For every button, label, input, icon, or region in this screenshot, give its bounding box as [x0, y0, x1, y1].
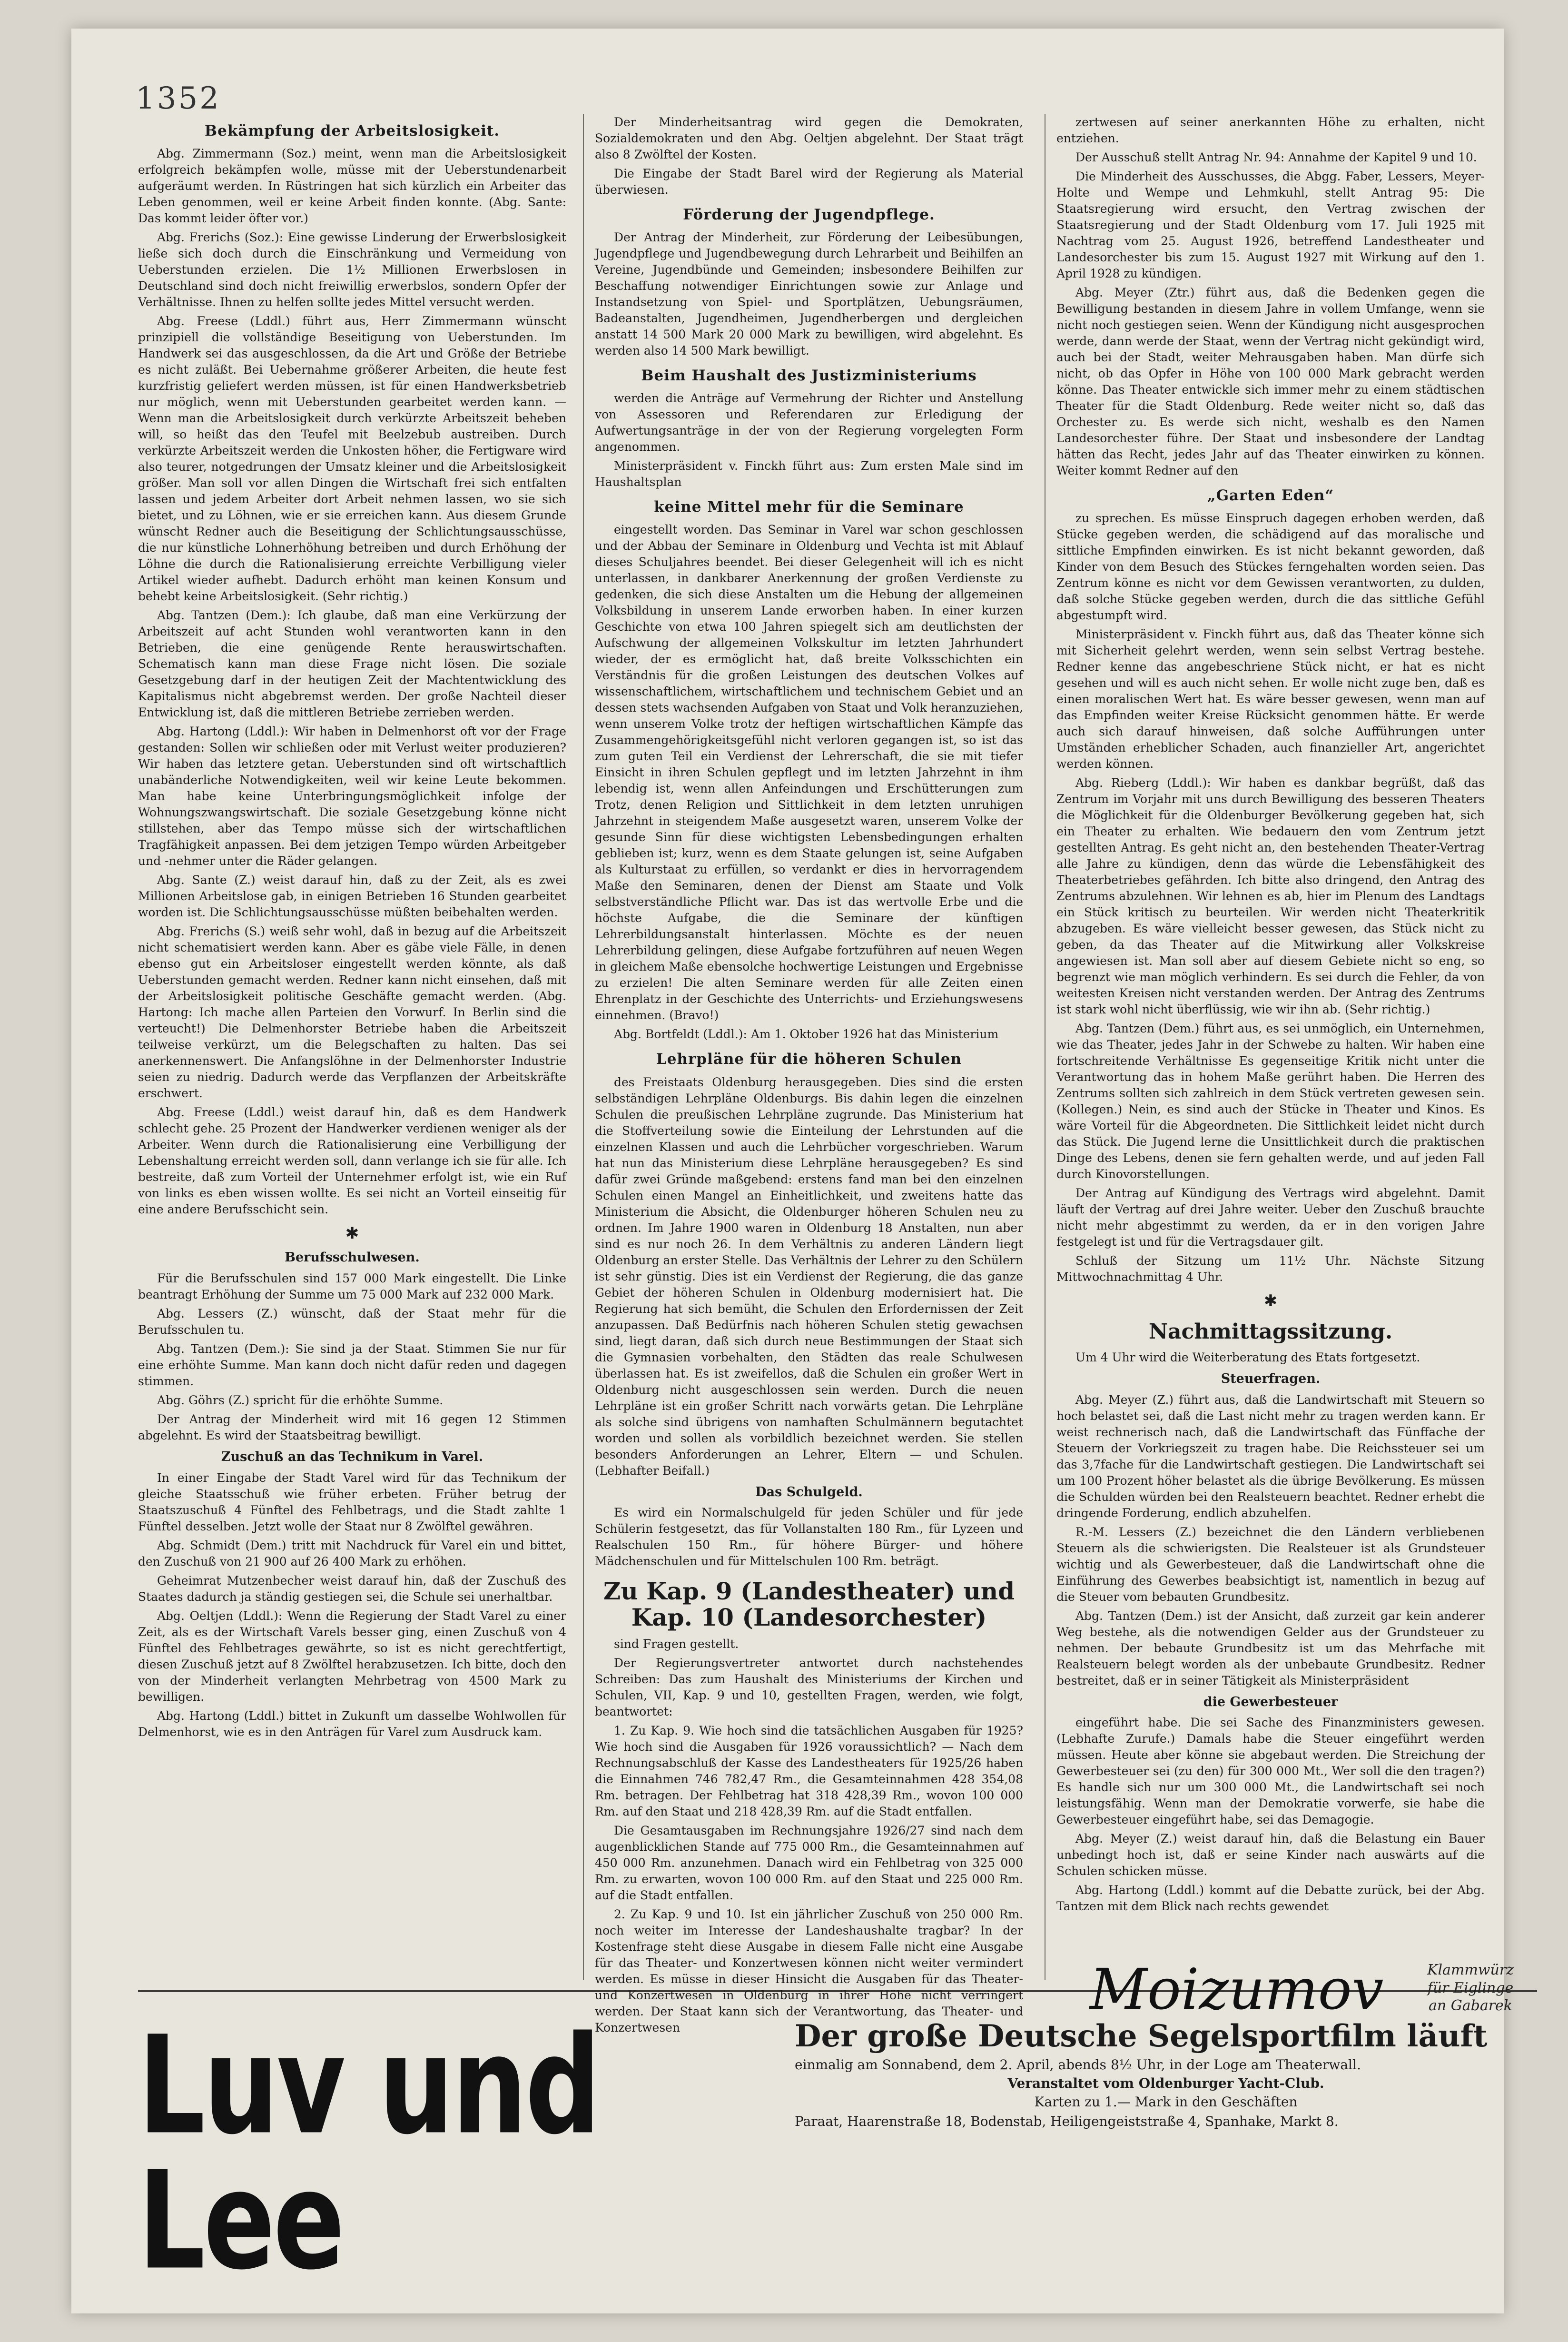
paragraph: Abg. Hartong (Lddl.) kommt auf die Debatte zurück, bei der Abg. Tantzen mit dem Blick nach rechts gewendet — [1056, 1883, 1485, 1914]
column-3 — [1056, 114, 1485, 1917]
paragraph: Der Minderheitsantrag wird gegen die Demokraten, Sozialdemokraten und den Abg. Oeltjen abgelehnt. Der Staat trägt also 8 Zwölftel der Kosten. — [595, 115, 1023, 161]
section-heading: Lehrpläne für die höheren Schulen — [656, 1051, 962, 1068]
large-heading: Nachmittagssitzung. — [1148, 1320, 1393, 1344]
paragraph: werden die Anträge auf Vermehrung der Richter und Anstellung von Assessoren und Referendaren zur Erledigung der Aufwertungsanträge in der von der Regierung vorgelegten Form angenommen. — [595, 391, 1023, 454]
section-heading: Förderung der Jugendpflege. — [683, 206, 935, 223]
paragraph: Abg. Sante (Z.) weist darauf hin, daß zu der Zeit, als es zwei Millionen Arbeitslose gab, in einigen Betrieben 16 Stunden gearbeitet worden ist. Die Schlichtungsausschüsse müßten beibehalten werden. — [138, 873, 566, 920]
paragraph: Abg. Göhrs (Z.) spricht für die erhöhte Summe. — [157, 1393, 444, 1408]
paragraph: Der Regierungsvertreter antwortet durch nachstehendes Schreiben: Das zum Haushalt des Ministeriums der Kirchen und Schulen, VII, Kap. 9 und 10, gestellten Fragen, werden, wie folgt, beantwortet: — [595, 1656, 1023, 1719]
paragraph: Abg. Frerichs (S.) weiß sehr wohl, daß in bezug auf die Arbeitszeit nicht schematisiert werden kann. Aber es gäbe viele Fälle, in denen ebenso gut ein Arbeitsloser eingestellt werden könnte, als daß Ueberstunden gemacht werden. Redner kann nicht einsehen, daß mit der Arbeitslosigkeit politische Geschäfte gemacht werden. (Abg. Hartong: Ich mache allen Parteien den Vorwurf. In Berlin sind die verteucht!) Die Delmenhorster Betriebe haben die Arbeitszeit teilweise verkürzt, um die Belegschaften zu halten. Das sei anerkennenswert. Die Anfangslöhne in der Delmenhorster Industrie seien zu niedrig. Dadurch werde das Verpflanzen der Arbeitskräfte erschwert. — [138, 924, 566, 1101]
paragraph: Abg. Meyer (Ztr.) führt aus, daß die Bedenken gegen die Bewilligung bestanden in diesem Jahre in vollem Umfange, wenn sie nicht noch gestiegen seien. Wenn der Kündigung nicht ausgesprochen werde, dann werde der Staat, wenn der Vertrag nicht gekündigt wird, auch bei der Stadt, weiter Mehrausgaben haben. Man dürfe sich nicht, ob das Opfer in Höhe von 100 000 Mark gebracht werden könne. Das Theater entwickle sich immer mehr zu einem städtischen Theater für die Stadt Oldenburg. Rede weiter nicht so, daß das Orchester zu. Es werde sich nicht, weshalb es den Namen Landesorchester führe. Der Staat und insbesondere der Landtag hätten das Recht, jedes Jahr auf das Theater einwirken zu können. Weiter kommt Redner auf den — [1056, 286, 1485, 477]
paragraph: Abg. Meyer (Z.) führt aus, daß die Landwirtschaft mit Steuern so hoch belastet sei, daß die Last nicht mehr zu tragen werden kann. Er weist rechnerisch nach, daß die Landwirtschaft das Fünffache der Steuern der Vorkriegszeit zu tragen habe. Die Reichssteuer sei um das 3,7fache für die Landwirtschaft gestiegen. Die Landwirtschaft sei um 100 Prozent höher belastet als die übrige Bevölkerung. Es müssen die Schulden würden bei den Realsteuern beachtet. Redner erhebt die dringende Forderung, endlich abzuhelfen. — [1056, 1392, 1485, 1520]
paragraph: Abg. Frerichs (Soz.): Eine gewisse Linderung der Erwerbslosigkeit ließe sich doch durch die Einschränkung und Vermeidung von Ueberstunden erzielen. Die 1½ Millionen Erwerbslosen in Deutschland sind doch nicht freiwillig erwerbslos, sondern Opfer der Verhältnisse. Ihnen zu helfen sollte jedes Mittel versucht werden. — [138, 230, 566, 309]
paragraph: Abg. Rieberg (Lddl.): Wir haben es dankbar begrüßt, daß das Zentrum im Vorjahr mit uns durch Bewilligung des besseren Theaters die Möglichkeit für die Oldenburger Bevölkerung gegeben hat, sich ein Theater zu erhalten. Wie bedauern den vom Zentrum jetzt gestellten Antrag. Es geht nicht an, den bestehenden Theater-Vertrag alle Jahre zu kündigen, denn das würde die Lebensfähigkeit des Theaterbetriebes gefährden. Ich bitte also dringend, den Antrag des Zentrums abzulehnen. Wir lehnen es ab, hier im Plenum des Landtags ein Stück kritisch zu beurteilen. Wir werden nicht Theaterkritik abzugeben. Es wäre vielleicht besser gewesen, das Stück nicht zu geben, da das Theater auf die Mitwirkung aller Volkskreise angewiesen ist. Man soll aber auf diesem Gebiete nicht so eng, so begrenzt wie man möglich verhindern. Es sei durch die Fehler, da von weitesten Kreisen nicht verstanden werden. Der Antrag des Zentrums ist stark wohl nicht überflüssig, wie wir ihn ab. (Sehr richtig.) — [1056, 776, 1485, 1017]
paragraph: Abg. Zimmermann (Soz.) meint, wenn man die Arbeitslosigkeit erfolgreich bekämpfen wolle, müsse mit der Ueberstundenarbeit aufgeräumt werden. In Rüstringen hat sich kürzlich ein Arbeiter das Leben genommen, weil er keine Arbeit finden konnte. (Abg. Sante: Das kommt leider öfter vor.) — [138, 147, 566, 226]
paragraph: Abg. Meyer (Z.) weist darauf hin, daß die Belastung ein Bauer unbedingt hoch ist, daß er seine Kinder nach auswärts auf die Schulen schicken müsse. — [1056, 1832, 1485, 1878]
ad-script-side-text: Klammwürz für Eiglinge an Gabarek — [1427, 1962, 1514, 2014]
paragraph: des Freistaats Oldenburg herausgegeben. Dies sind die ersten selbständigen Lehrpläne Oldenburgs. Bis dahin legen die einzelnen Schulen die preußischen Lehrpläne zugrunde. Das Ministerium hat die Stoffverteilung sowie die Einteilung der Lehrstunden auf die einzelnen Klassen und auch die Lehrbücher vorgeschrieben. Warum hat nun das Ministerium diese Lehrpläne herausgegeben? Es sind dafür zwei Gründe maßgebend: erstens fand man bei den einzelnen Schulen einen Mangel an Einheitlichkeit, und zweitens hatte das Ministerium die Absicht, die Oldenburger höheren Schulen neu zu ordnen. Im Jahre 1900 waren in Oldenburg 18 Anstalten, nun aber sind es nur noch 26. In dem Verhältnis zu anderen Ländern liegt Oldenburg an erster Stelle. Das Verhältnis der Lehrer zu den Schülern ist sehr günstig. Dies ist ein Verdienst der Regierung, die das ganze Gebiet der höheren Schulen in Oldenburg modernisiert hat. Die Regierung hat sich bemüht, die Schulen den Erfordernissen der Zeit anzupassen. Daß Bedürfnis nach höheren Schulen stetig gewachsen sind, liegt daran, daß sich durch neue Bestimmungen der Staat sich die Gymnasien vorbehalten, den Städten das reale Schulwesen überlassen hat. Es ist zweifellos, daß die Schulen ein großer Wert in Oldenburg nicht ausgeschlossen sein werden. Durch die neuen Lehrpläne ist ein großer Schritt nach vorwärts getan. Die Lehrpläne als solche sind übrigens von namhaften Schulmännern begutachtet worden und sollen als vorbildlich bezeichnet werden. Sie stellen besonders Anforderungen an Lehrer, Eltern — und Schulen. (Lebhafter Beifall.) — [595, 1075, 1023, 1478]
paragraph: zu sprechen. Es müsse Einspruch dagegen erhoben werden, daß Stücke gegeben werden, die schädigend auf das moralische und sittliche Empfinden einwirken. Es ist nicht bekannt geworden, daß Kinder von dem Besuch des Stückes ferngehalten worden seien. Das Zentrum könne es nicht vor dem Gewissen verantworten, zu dulden, daß solche Stücke gegeben werden, durch die das sittliche Gefühl abgestumpft wird. — [1056, 511, 1485, 623]
paragraph: Die Gesamtausgaben im Rechnungsjahre 1926/27 sind nach dem augenblicklichen Stande auf 775 000 Rm., die Gesamteinnahmen auf 450 000 Rm. anzunehmen. Danach wird ein Fehlbetrag von 325 000 Rm. zu erwarten, wovon 100 000 Rm. auf den Staat und 225 000 Rm. auf die Stadt entfallen. — [595, 1824, 1023, 1903]
paragraph: Abg. Hartong (Lddl.): Wir haben in Delmenhorst oft vor der Frage gestanden: Sollen wir schließen oder mit Verlust weiter produzieren? Wir haben das letztere getan. Ueberstunden sind oft wirtschaftlich unabänderliche Notwendigkeiten, weil wir keine Leute bekommen. Man habe keine Unterbringungsmöglichkeit infolge der Wohnungszwangswirtschaft. Die soziale Gesetzgebung könne nicht stillstehen, aber das Tempo müsse sich der wirtschaftlichen Tragfähigkeit anpassen. Bei dem jetzigen Tempo würden Arbeitgeber und -nehmer unter die Räder gelangen. — [138, 724, 566, 868]
paragraph: Abg. Lessers (Z.) wünscht, daß der Staat mehr für die Berufsschulen tu. — [138, 1307, 566, 1337]
paragraph: Abg. Oeltjen (Lddl.): Wenn die Regierung der Stadt Varel zu einer Zeit, als es der Wirtschaft Varels besser ging, einen Zuschuß von 4 Fünftel des Fehlbetrages gewährte, so ist es nicht gerechtfertigt, diesen Zuschuß jetzt auf 8 Zwölftel herabzusetzen. Ich bitte, doch den von der Minderheit verlangten Mehrbetrag von 4500 Mark zu bewilligen. — [138, 1608, 566, 1704]
film-date-line: einmalig am Sonnabend, dem 2. April, abends 8½ Uhr, in der Loge am Theaterwall. — [795, 2057, 1361, 2073]
film-advertisement — [138, 2007, 1537, 2300]
page-number: 1352 — [136, 81, 221, 116]
section-heading: keine Mittel mehr für die Seminare — [654, 498, 964, 516]
section-divider-star: ✱ — [1263, 1291, 1278, 1311]
paragraph: Geheimrat Mutzenbecher weist darauf hin, daß der Zuschuß des Staates dadurch ja ständig gestiegen sei, die Schule sei unerhaltbar. — [138, 1573, 566, 1604]
column-rule — [583, 114, 584, 1980]
section-divider-star: ✱ — [345, 1224, 359, 1243]
paragraph: eingestellt worden. Das Seminar in Varel war schon geschlossen und der Abbau der Seminare in Oldenburg und Vechta ist mit Ablauf dieses Schuljahres beendet. Bei dieser Gelegenheit will ich es nicht unterlassen, in dankbarer Anerkennung der großen Verdienste zu gedenken, die sich diese Anstalten um die Hebung der allgemeinen Volksbildung in unserem Lande erworben haben. In einer kurzen Geschichte von etwa 100 Jahren spiegelt sich am deutlichsten der Aufschwung der allgemeinen Volkskultur im letzten Jahrhundert wieder, der es ermöglicht hat, daß breite Volksschichten ein Verständnis für die großen Leistungen des deutschen Volkes auf wissenschaftlichem, wirtschaftlichem und technischem Gebiet und an dessen stets wachsenden Aufgaben von Staat und Volk heranzuziehen, wenn unserem Volke trotz der heftigen wirtschaftlichen Kämpfe das Zusammengehörigkeitsgefühl nicht verloren gegangen ist, so ist das zum guten Teil ein Verdienst der Lehrerschaft, die sie mit tiefer Einsicht in ihren Schulen gepflegt und im letzten Jahrzehnt in ihm lebendig ist, wenn allen Anfeindungen und Erschütterungen zum Trotz, denen Religion und Sittlichkeit in dem letzten unruhigen Jahrzehnt in steigendem Maße ausgesetzt waren, unserem Volke der gesunde Sinn für diese wichtigsten Lebensbedingungen erhalten geblieben ist; kurz, wenn es dem Staate gelungen ist, seine Aufgaben als Kulturstaat zu erfüllen, so verdankt er dies in hervorragendem Maße den Seminaren, denen der Dienst am Staate und Volk selbstverständliche Pflicht war. Das ist das wertvolle Erbe und die höchste Aufgabe, die die Seminare der künftigen Lehrerbildungsanstalt hinterlassen. Möchte es der neuen Lehrerbildung gelingen, diese Aufgabe fortzuführen auf neuen Wegen in gleichem Maße ebensolche hochwertige Leistungen und Ergebnisse zu erzielen! Die alten Seminare werden für alle Zeiten einen Ehrenplatz in der Geschichte des Unterrichts- und Erziehungswesens einnehmen. (Bravo!) — [595, 523, 1023, 1022]
paragraph: Für die Berufsschulen sind 157 000 Mark eingestellt. Die Linke beantragt Erhöhung der Summe um 75 000 Mark auf 232 000 Mark. — [138, 1271, 566, 1302]
paragraph: sind Fragen gestellt. — [614, 1637, 739, 1651]
section-heading: die Gewerbesteuer — [1203, 1694, 1338, 1709]
paragraph: Ministerpräsident v. Finckh führt aus: Zum ersten Male sind im Haushaltsplan — [595, 459, 1023, 489]
paragraph: eingeführt habe. Die sei Sache des Finanzministers gewesen. (Lebhafte Zurufe.) Damals habe die Steuer eingeführt werden müssen. Heute aber könne sie abgebaut werden. Die Streichung der Gewerbesteuer sei (zu den) für 300 000 Mt., Wer soll die den tragen?) Es handle sich nur um 300 000 Mt., die Landwirtschaft sei noch leistungsfähig. Wenn man der Demokratie vorwerfe, sie habe die Gewerbesteuer eingeführt habe, sei das Demagogie. — [1056, 1716, 1485, 1827]
section-heading: Beim Haushalt des Justizministeriums — [641, 367, 977, 385]
column-1 — [138, 114, 566, 1743]
paragraph: 2. Zu Kap. 9 und 10. Ist ein jährlicher Zuschuß von 250 000 Rm. noch weiter im Interesse der Landeshaushalte tragbar? In der Kostenfrage steht diese Ausgabe in diesem Falle nicht eine Ausgabe für das Theater- und Konzertwesen können nicht weiter vermindert werden. Es müsse in dieser Hinsicht die Ausgaben für das Theater- und Konzertwesen in Oldenburg in ihrer Höhe nicht verringert werden. Der Staat kann sich der Verantwortung, das Theater- und Konzertwesen — [595, 1907, 1023, 2035]
section-heading: Bekämpfung der Arbeitslosigkeit. — [204, 122, 500, 139]
large-heading-line: Zu Kap. 9 (Landestheater) und — [603, 1577, 1015, 1606]
paragraph: R.-M. Lessers (Z.) bezeichnet die den Ländern verbliebenen Steuern als die schwierigsten. Die Realsteuer ist als Grundsteuer wichtig und als Gewerbesteuer, daß die Landwirtschaft ohne die Einführung des Gewerbes beabsichtigt ist, namentlich in bezug auf die Steuer vom bebauten Grundbesitz. — [1056, 1525, 1485, 1604]
paragraph: Abg. Tantzen (Dem.): Ich glaube, daß man eine Verkürzung der Arbeitszeit auf acht Stunden wohl verantworten kann in den Betrieben, die eine genügende Rente herauswirtschaften. Schematisch kann man diese Frage nicht lösen. Die soziale Gesetzgebung darf in der heutigen Zeit der Machtentwicklung des Kapitalismus nicht abgebremst werden. Der große Nachteil dieser Entwicklung ist, daß die mittleren Betriebe zerrieben werden. — [138, 608, 566, 720]
section-heading: Zuschuß an das Technikum in Varel. — [221, 1449, 483, 1465]
paragraph: Um 4 Uhr wird die Weiterberatung des Etats fortgesetzt. — [1075, 1350, 1420, 1364]
paragraph: Der Antrag auf Kündigung des Vertrags wird abgelehnt. Damit läuft der Vertrag auf drei Jahre weiter. Ueber den Zuschuß brauchte nicht mehr abgestimmt zu werden, da er in den vorigen Jahre festgelegt ist und für die Vertragsdauer gilt. — [1056, 1186, 1485, 1249]
paragraph: Abg. Freese (Lddl.) weist darauf hin, daß es dem Handwerk schlecht gehe. 25 Prozent der Handwerker verdienen weniger als der Arbeiter. Wenn durch die Rationalisierung eine Verbilligung der Lebenshaltung erreicht werden soll, dann verlange ich sie für alle. Ich bestreite, daß zum Vorteil der Unternehmer erfolgt ist, wie ein Ruf von links es eben wissen wollte. Es sei nicht an Vorteil einseitig für eine andere Berufsschicht sein. — [138, 1105, 566, 1217]
film-title: Luv und Lee — [138, 2007, 599, 2300]
paragraph: Der Ausschuß stellt Antrag Nr. 94: Annahme der Kapitel 9 und 10. — [1075, 150, 1477, 164]
paragraph: Abg. Bortfeldt (Lddl.): Am 1. Oktober 1926 hat das Ministerium — [614, 1027, 999, 1042]
paragraph: Der Antrag der Minderheit wird mit 16 gegen 12 Stimmen abgelehnt. Es wird der Staatsbeitrag bewilligt. — [138, 1412, 566, 1443]
paragraph: Schluß der Sitzung um 11½ Uhr. Nächste Sitzung Mittwochnachmittag 4 Uhr. — [1056, 1254, 1485, 1284]
paragraph: 1. Zu Kap. 9. Wie hoch sind die tatsächlichen Ausgaben für 1925? Wie hoch sind die Ausgaben für 1926 voraussichtlich? — Nach dem Rechnungsabschluß der Kasse des Landestheaters für 1925/26 haben die Einnahmen 746 782,47 Rm., die Gesamteinnahmen 428 354,08 Rm. betragen. Der Fehlbetrag hat 318 428,39 Rm., wovon 100 000 Rm. auf den Staat und 218 428,39 Rm. auf die Stadt entfallen. — [595, 1724, 1023, 1819]
ad-script-word: Moizumov — [1090, 1956, 1384, 2022]
section-heading: Steuerfragen. — [1221, 1371, 1321, 1386]
paragraph: In einer Eingabe der Stadt Varel wird für das Technikum der gleiche Staatsschuß wie früher erbeten. Früher betrug der Staatszuschuß 4 Fünftel des Fehlbetrags, und die Stadt zahlte 1 Fünftel desselben. Jetzt wolle der Staat nur 8 Zwölftel gewähren. — [138, 1470, 566, 1533]
film-organizer-line: Veranstaltet vom Oldenburger Yacht-Club. — [1007, 2075, 1324, 2091]
paragraph: Abg. Hartong (Lddl.) bittet in Zukunft um dasselbe Wohlwollen für Delmenhorst, wie es in den Anträgen für Varel zum Ausdruck kam. — [138, 1708, 566, 1739]
film-address-line: Paraat, Haarenstraße 18, Bodenstab, Heiligengeiststraße 4, Spanhake, Markt 8. — [795, 2114, 1339, 2129]
paragraph: Abg. Schmidt (Dem.) tritt mit Nachdruck für Varel ein und bittet, den Zuschuß von 21 900 auf 26 400 Mark zu erhöhen. — [138, 1538, 566, 1568]
paragraph: Der Antrag der Minderheit, zur Förderung der Leibesübungen, Jugendpflege und Jugendbewegung durch Lehrarbeit und Beihilfen an Vereine, Jugendbünde und Gemeinden; insbesondere Beihilfen zur Beschaffung notwendiger Einrichtungen sowie zur Anlage und Instandsetzung von Spiel- und Sportplätzen, Uebungsräumen, Badeanstalten, Jugendheimen, Jugendherbergen und dergleichen anstatt 14 500 Mark 20 000 Mark zu bewilligen, wird abgelehnt. Es werden also 14 500 Mark bewilligt. — [595, 230, 1023, 358]
film-headline: Der große Deutsche Segelsportfilm läuft — [795, 2018, 1488, 2054]
film-details — [795, 2018, 1537, 2129]
paragraph: Ministerpräsident v. Finckh führt aus, daß das Theater könne sich mit Sicherheit gelehrt werden, wenn sein selbst Vertrag bestehe. Redner kenne das angebeschriene Stück nicht, er hat es nicht gesehen und will es auch nicht sehen. Er wolle nicht zuge ben, daß es einen moralischen Wert hat. Es wäre besser gewesen, wenn man auf das Empfinden weiter Kreise Rücksicht genommen hätte. Er werde auch sich darauf hinweisen, daß solche Aufführungen unter Umständen erheblicher Schaden, auch finanzieller Art, angerichtet werden können. — [1056, 627, 1485, 771]
paragraph: Die Eingabe der Stadt Barel wird der Regierung als Material überwiesen. — [595, 167, 1023, 197]
paragraph: Abg. Tantzen (Dem.): Sie sind ja der Staat. Stimmen Sie nur für eine erhöhte Summe. Man kann doch nicht dafür reden und dagegen stimmen. — [138, 1342, 566, 1389]
column-2 — [595, 114, 1023, 2039]
large-heading-line: Kap. 10 (Landesorchester) — [631, 1603, 987, 1632]
paragraph: zertwesen auf seiner anerkannten Höhe zu erhalten, nicht entziehen. — [1056, 115, 1485, 145]
film-tickets-line: Karten zu 1.— Mark in den Geschäften — [1034, 2094, 1298, 2110]
paragraph: Abg. Tantzen (Dem.) führt aus, es sei unmöglich, ein Unternehmen, wie das Theater, jedes Jahr in der Schwebe zu halten. Wir haben eine fortschreitende Verhältnisse Es gegenseitige Kritik nicht unter die Verantwortung das in hohem Maße gerührt haben. Die Herren des Zentrums sollten sich zahlreich in dem Stück vertreten gewesen sein. (Kollegen.) Nein, es sind auch der Stücke in Theater und Kinos. Es wäre Vorteil für die Abgeordneten. Die Sittlichkeit leidet nicht durch das Stück. Die Jugend lerne die Unsittlichkeit durch die praktischen Dinge des Lebens, denen sie fern gehalten werde, und auf jeden Fall durch Kinovorstellungen. — [1056, 1022, 1485, 1181]
section-heading: Das Schulgeld. — [755, 1484, 863, 1499]
paragraph: Die Minderheit des Ausschusses, die Abgg. Faber, Lessers, Meyer-Holte und Wempe und Lehmkuhl, stellt Antrag 95: Die Staatsregierung wird ersucht, den Vertrag zwischen der Staatsregierung und der Stadt Oldenburg vom 17. Juli 1925 mit Nachtrag vom 25. August 1926, betreffend Landestheater und Landesorchester bis zum 15. August 1927 mit Wirkung auf den 1. April 1928 zu kündigen. — [1056, 169, 1485, 280]
large-heading — [595, 1578, 1023, 1630]
paragraph: Es wird ein Normalschulgeld für jeden Schüler und für jede Schülerin festgesetzt, das für Vollanstalten 180 Rm., für Lyzeen und Realschulen 150 Rm., für höhere Bürger- und höhere Mädchenschulen und für Mittelschulen 100 Rm. beträgt. — [595, 1506, 1023, 1568]
section-heading: Berufsschulwesen. — [285, 1250, 420, 1265]
paragraph: Abg. Tantzen (Dem.) ist der Ansicht, daß zurzeit gar kein anderer Weg bestehe, als die notwendigen Gelder aus der Grundsteuer zu nehmen. Der bebaute Grundbesitz ist um das Mehrfache mit Realsteuern belegt worden als der unbebaute Grundbesitz. Redner bestreitet, daß er in seiner Tätigkeit als Ministerpräsident — [1056, 1608, 1485, 1687]
section-heading: „Garten Eden“ — [1207, 487, 1334, 504]
paragraph: Abg. Freese (Lddl.) führt aus, Herr Zimmermann wünscht prinzipiell die vollständige Beseitigung von Ueberstunden. Im Handwerk sei das ausgeschlossen, da die Art und Größe der Betriebe es nicht zuläßt. Bei Uebernahme größerer Arbeiten, die heute fest kurzfristig geliefert werden müssen, ist für einen Handwerksbetrieb nur möglich, wenn mit Ueberstunden gearbeitet werden kann. — Wenn man die Arbeitslosigkeit durch verkürzte Arbeitszeit beheben will, so heißt das den Teufel mit Beelzebub austreiben. Durch verkürzte Arbeitszeit werden die Unkosten höher, die Fertigware wird also teurer, notgedrungen der Umsatz kleiner und die Arbeitslosigkeit größer. Man soll vor allen Dingen die Wirtschaft frei sich entfalten lassen und jedem Arbeiter dort Arbeit nehmen lassen, wo sie sich bietet, und zu Löhnen, wie er sie erreichen kann. Aus diesem Grunde wünscht Redner auch die Beseitigung der Schlichtungsausschüsse, die nur künstliche Lohnerhöhung betreiben und durch Erhöhung der Löhne die durch die Rationalisierung erreichte Verbilligung vieler Artikel wieder aufhebt. Dadurch erhöht man keinen Konsum und behebt keine Arbeitslosigkeit. (Sehr richtig.) — [138, 314, 566, 604]
